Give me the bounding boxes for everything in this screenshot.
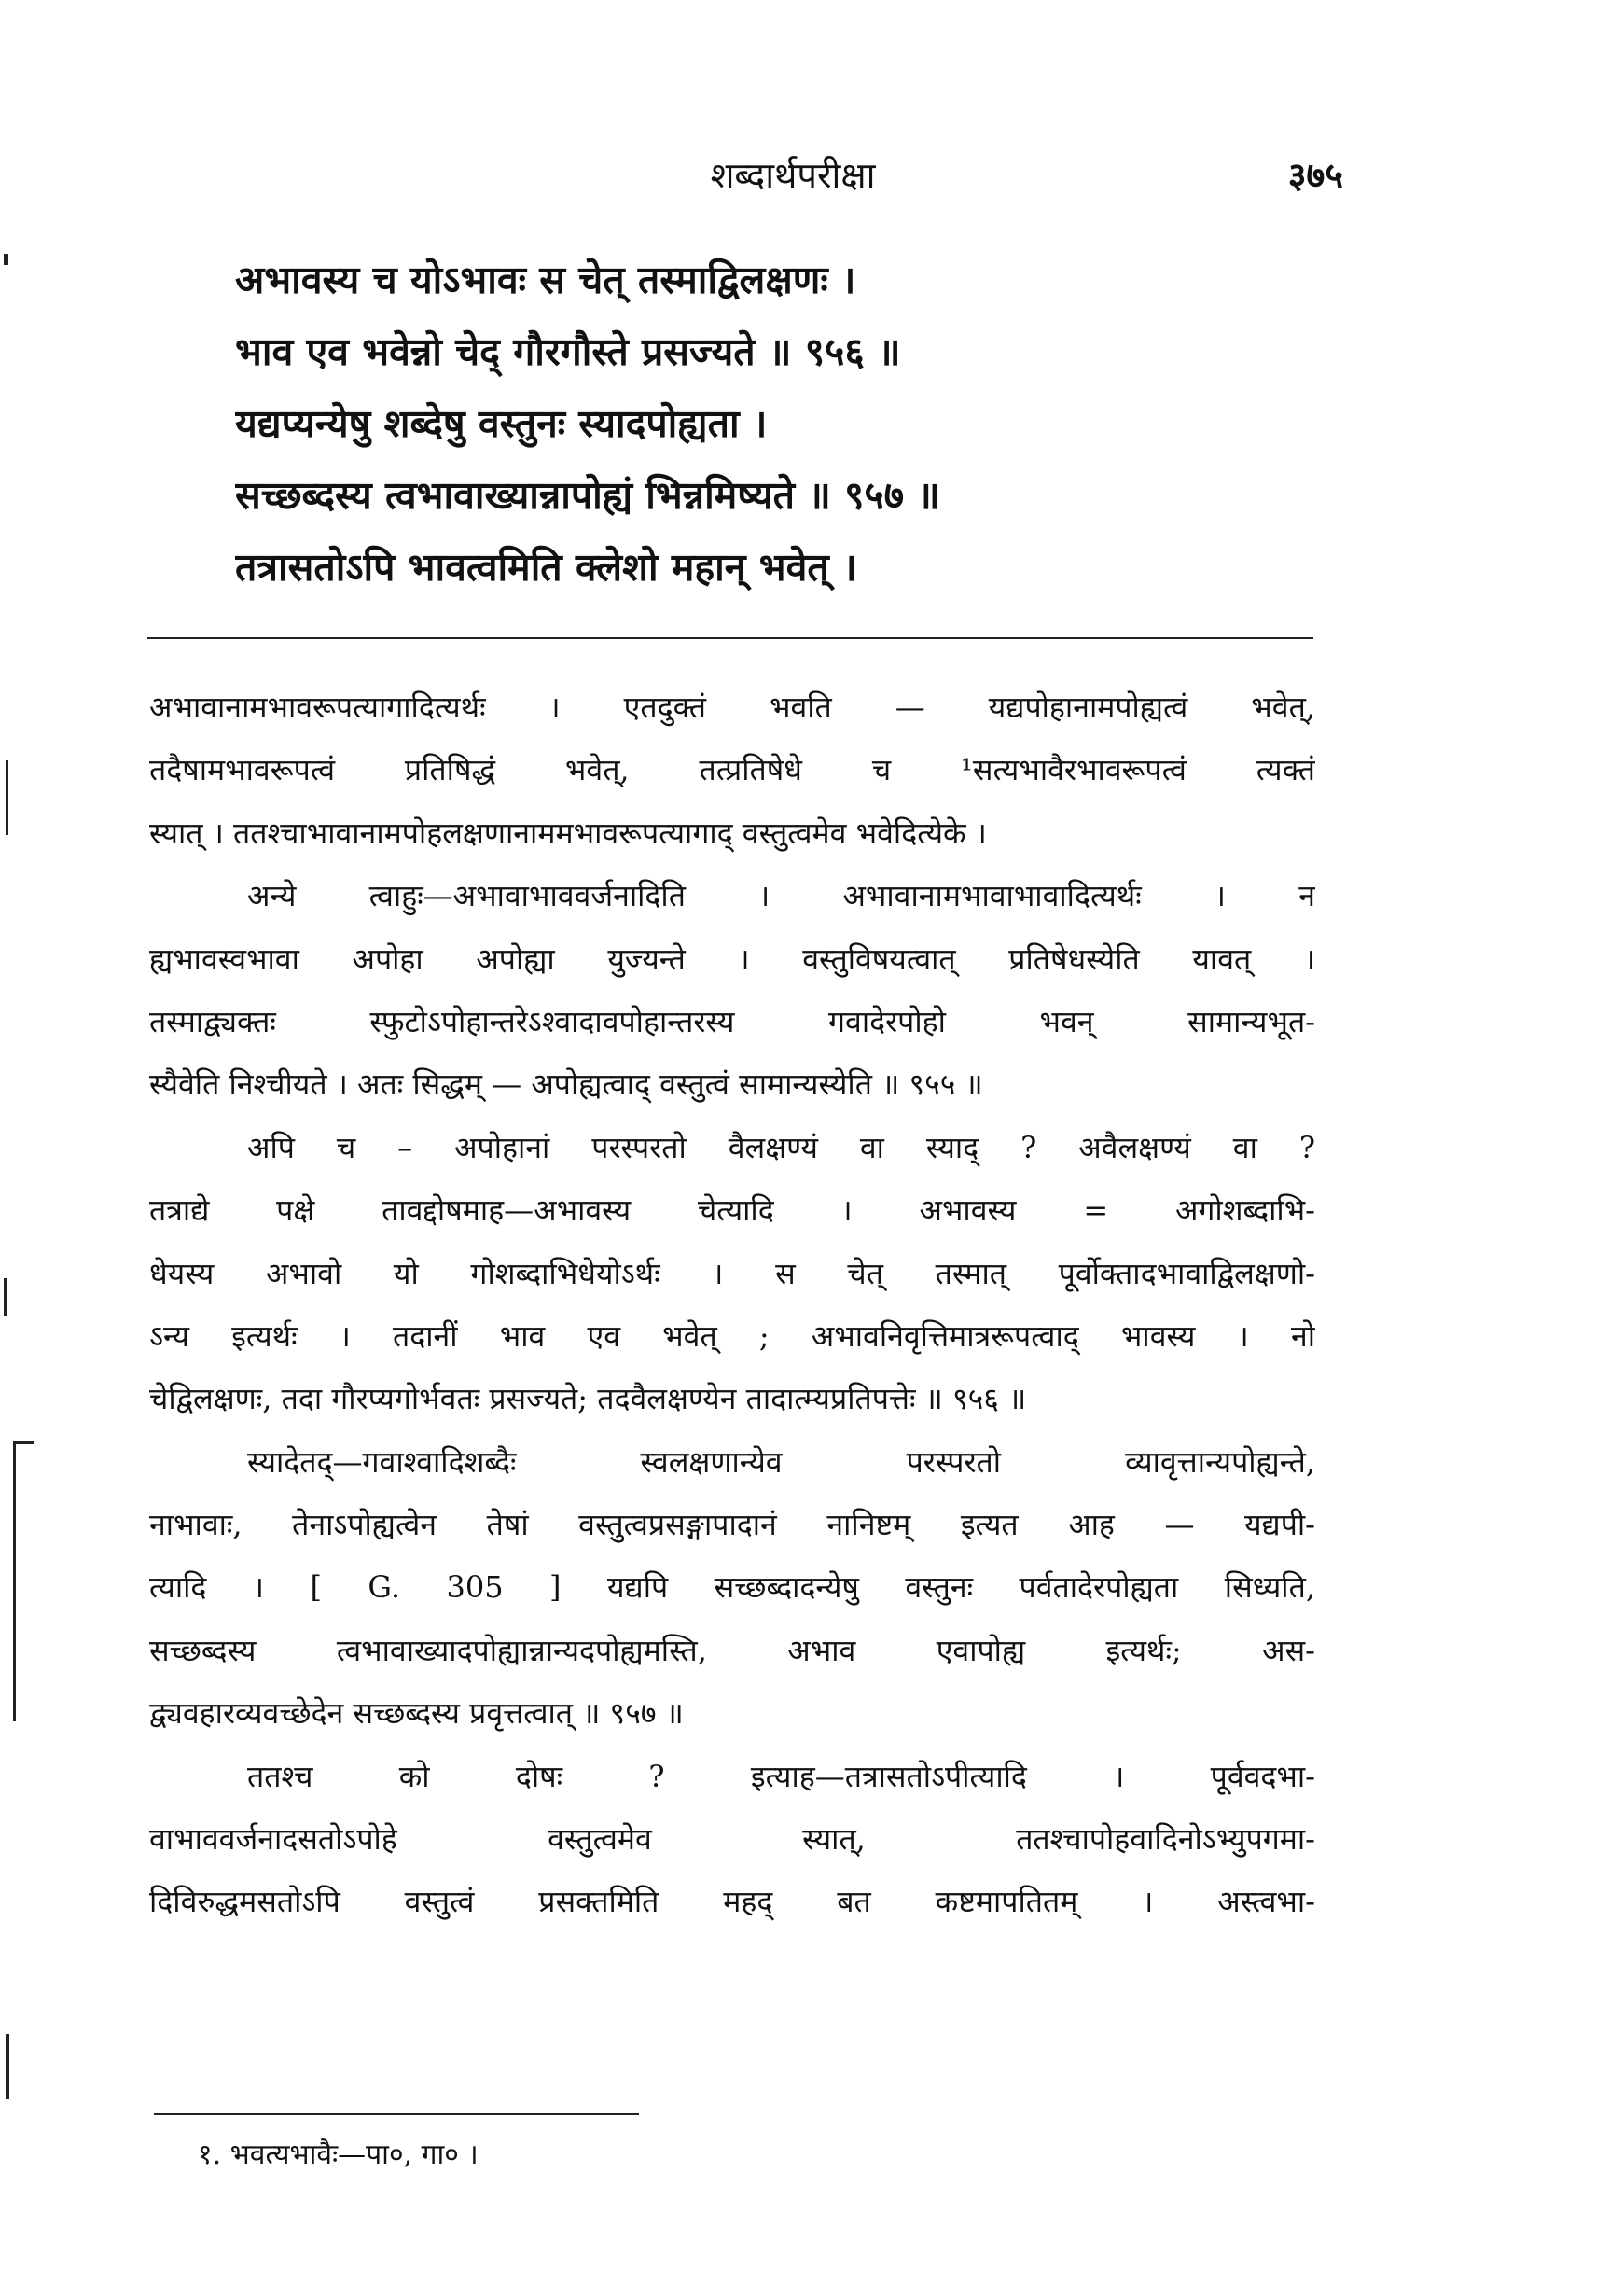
running-head [0,147,1624,203]
verse-line: यद्यप्यन्येषु शब्देषु वस्तुनः स्यादपोह्यता । [235,401,768,446]
commentary-line: वाभाववर्जनादसतोऽपोहे वस्तुत्वमेव स्यात्, ततश्चापोहवादिनोऽभ्युपगमा- [149,1821,1315,1858]
commentary-line: ऽन्य इत्यर्थः । तदानीं भाव एव भवेत् ; अभावनिवृत्तिमात्ररूपत्वाद् भावस्य । नो [149,1317,1315,1354]
commentary-line: स्यैवेति निश्चीयते । अतः सिद्धम् — अपोह्यत्वाद् वस्तुत्वं सामान्यस्येति ॥ ९५५ ॥ [149,1066,983,1103]
scan-margin-mark [13,1441,34,1444]
scan-margin-mark [4,1278,7,1316]
commentary-line: सच्छब्दस्य त्वभावाख्यादपोह्यान्नान्यदपोह्यमस्ति, अभाव एवापोह्य इत्यर्थः; अस- [149,1632,1315,1668]
commentary-line: दिविरुद्धमसतोऽपि वस्तुत्वं प्रसक्तमिति महद् बत कष्टमापतितम् । अस्त्वभा- [149,1884,1315,1920]
verse-line: भाव एव भवेन्नो चेद् गौरगौस्ते प्रसज्यते ॥ ९५६ ॥ [235,329,901,374]
commentary-line: अन्ये त्वाहुः—अभावाभाववर्जनादिति । अभावानामभावाभावादित्यर्थः । न [247,878,1315,914]
commentary [149,676,1315,1934]
footnote-divider [154,2113,639,2115]
commentary-line: अपि च – अपोहानां परस्परतो वैलक्षण्यं वा स्याद् ? अवैलक्षण्यं वा ? [247,1129,1315,1165]
commentary-line: द्व्यवहारव्यवच्छेदेन सच्छब्दस्य प्रवृत्तत्वात् ॥ ९५७ ॥ [149,1695,684,1732]
running-title: शब्दार्थपरीक्षा [710,155,876,196]
commentary-line: ततश्च को दोषः ? इत्याह—तत्रासतोऽपीत्यादि । पूर्ववदभा- [247,1758,1315,1794]
commentary-line: स्यात् । ततश्चाभावानामपोहलक्षणानाममभावरूपत्यागाद् वस्तुत्वमेव भवेदित्येके । [149,815,987,851]
commentary-line: तत्राद्ये पक्षे तावद्दोषमाह—अभावस्य चेत्यादि । अभावस्य = अगोशब्दाभि- [149,1192,1315,1229]
commentary-line: त्यादि । [ G. 305 ] यद्यपि सच्छब्दादन्येषु वस्तुनः पर्वतादेरपोह्यता सिध्यति, [149,1569,1315,1606]
verse-line: सच्छब्दस्य त्वभावाख्यान्नापोह्यं भिन्नमिष्यते ॥ ९५७ ॥ [235,473,940,518]
commentary-line: चेद्विलक्षणः, तदा गौरप्यगोर्भवतः प्रसज्यते; तदवैलक्षण्येन तादात्म्यप्रतिपत्तेः ॥ ९५६ ॥ [149,1381,1027,1417]
commentary-line: अभावानामभावरूपत्यागादित्यर्थः । एतदुक्तं भवति — यद्यपोहानामपोह्यत्वं भवेत्, [149,689,1315,725]
commentary-line: स्यादेतद्—गवाश्वादिशब्दैः स्वलक्षणान्येव परस्परतो व्यावृत्तान्यपोह्यन्ते, [247,1443,1315,1480]
commentary-line: धेयस्य अभावो यो गोशब्दाभिधेयोऽर्थः । स चेत् तस्मात् पूर्वोक्तादभावाद्विलक्षणो- [149,1255,1315,1291]
commentary-line: नाभावाः, तेनाऽपोह्यत्वेन तेषां वस्तुत्वप्रसङ्गापादानं नानिष्टम् इत्यत आह — यद्यपी- [149,1507,1315,1543]
verse-line: तत्रासतोऽपि भावत्वमिति क्लेशो महान् भवेत् । [235,545,857,590]
page-number: ३७५ [1287,154,1343,196]
verse-line: अभावस्य च योऽभावः स चेत् तस्माद्विलक्षणः । [235,258,856,302]
scan-margin-mark [6,760,8,835]
commentary-line: तदैषामभावरूपत्वं प्रतिषिद्धं भवेत्, तत्प्रतिषेधे च ¹सत्यभावैरभावरूपत्वं त्यक्तं [149,752,1315,788]
verse-divider [147,637,1313,639]
scan-margin-mark [4,254,8,265]
scan-margin-mark [13,1441,16,1721]
footnote: १. भवत्यभावैः—पा०, गा० । [198,2138,479,2171]
scan-margin-mark [6,2034,9,2099]
verse-block [235,244,1308,604]
commentary-line: ह्यभावस्वभावा अपोहा अपोह्या युज्यन्ते । वस्तुविषयत्वात् प्रतिषेधस्येति यावत् । [149,940,1315,977]
commentary-line: तस्माद्व्यक्तः स्फुटोऽपोहान्तरेऽश्वादावपोहान्तरस्य गवादेरपोहो भवन् सामान्यभूत- [149,1003,1315,1039]
